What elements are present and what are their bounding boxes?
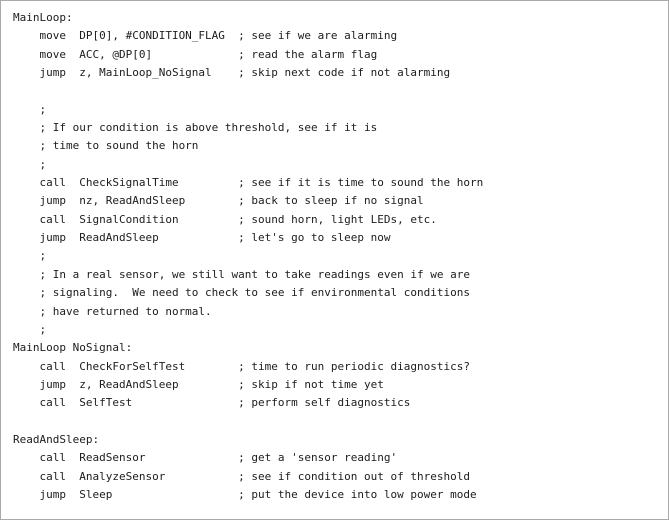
- code-line: call SelfTest ; perform self diagnostics: [13, 396, 411, 410]
- code-line: jump ReadAndSleep ; let's go to sleep now: [13, 231, 391, 245]
- code-line: ;: [13, 157, 47, 171]
- code-line: call CheckSignalTime ; see if it is time to sound the horn: [13, 176, 484, 190]
- code-line: ; signaling. We need to check to see if environmental conditions: [13, 286, 470, 300]
- code-line: ; time to sound the horn: [13, 139, 199, 153]
- code-line: call SignalCondition ; sound horn, light LEDs, etc.: [13, 212, 437, 226]
- code-line: ; If our condition is above threshold, see if it is: [13, 121, 378, 135]
- code-line: jump nz, ReadAndSleep ; back to sleep if no signal: [13, 194, 424, 208]
- code-line: call AnalyzeSensor ; see if condition out of threshold: [13, 469, 470, 483]
- code-line: call CheckForSelfTest ; time to run periodic diagnostics?: [13, 359, 470, 373]
- code-line: MainLoop NoSignal:: [13, 341, 133, 355]
- code-line: move ACC, @DP[0] ; read the alarm flag: [13, 47, 378, 61]
- code-line: ;: [13, 249, 47, 263]
- code-line: jump Sleep ; put the device into low power mode: [13, 487, 477, 501]
- code-line: move DP[0], #CONDITION_FLAG ; see if we are alarming: [13, 29, 398, 43]
- code-line: jump z, ReadAndSleep ; skip if not time yet: [13, 377, 384, 391]
- code-line: jump z, MainLoop_NoSignal ; skip next code if not alarming: [13, 66, 451, 80]
- code-line: ;: [13, 102, 47, 116]
- code-line: ReadAndSleep:: [13, 432, 100, 446]
- code-line: ; have returned to normal.: [13, 304, 212, 318]
- code-line: [13, 82, 668, 100]
- code-line: [13, 413, 668, 431]
- code-line: MainLoop:: [13, 11, 73, 24]
- code-line: call ReadSensor ; get a 'sensor reading': [13, 451, 398, 465]
- code-line: ; In a real sensor, we still want to take readings even if we are: [13, 267, 470, 281]
- code-line: ;: [13, 322, 47, 336]
